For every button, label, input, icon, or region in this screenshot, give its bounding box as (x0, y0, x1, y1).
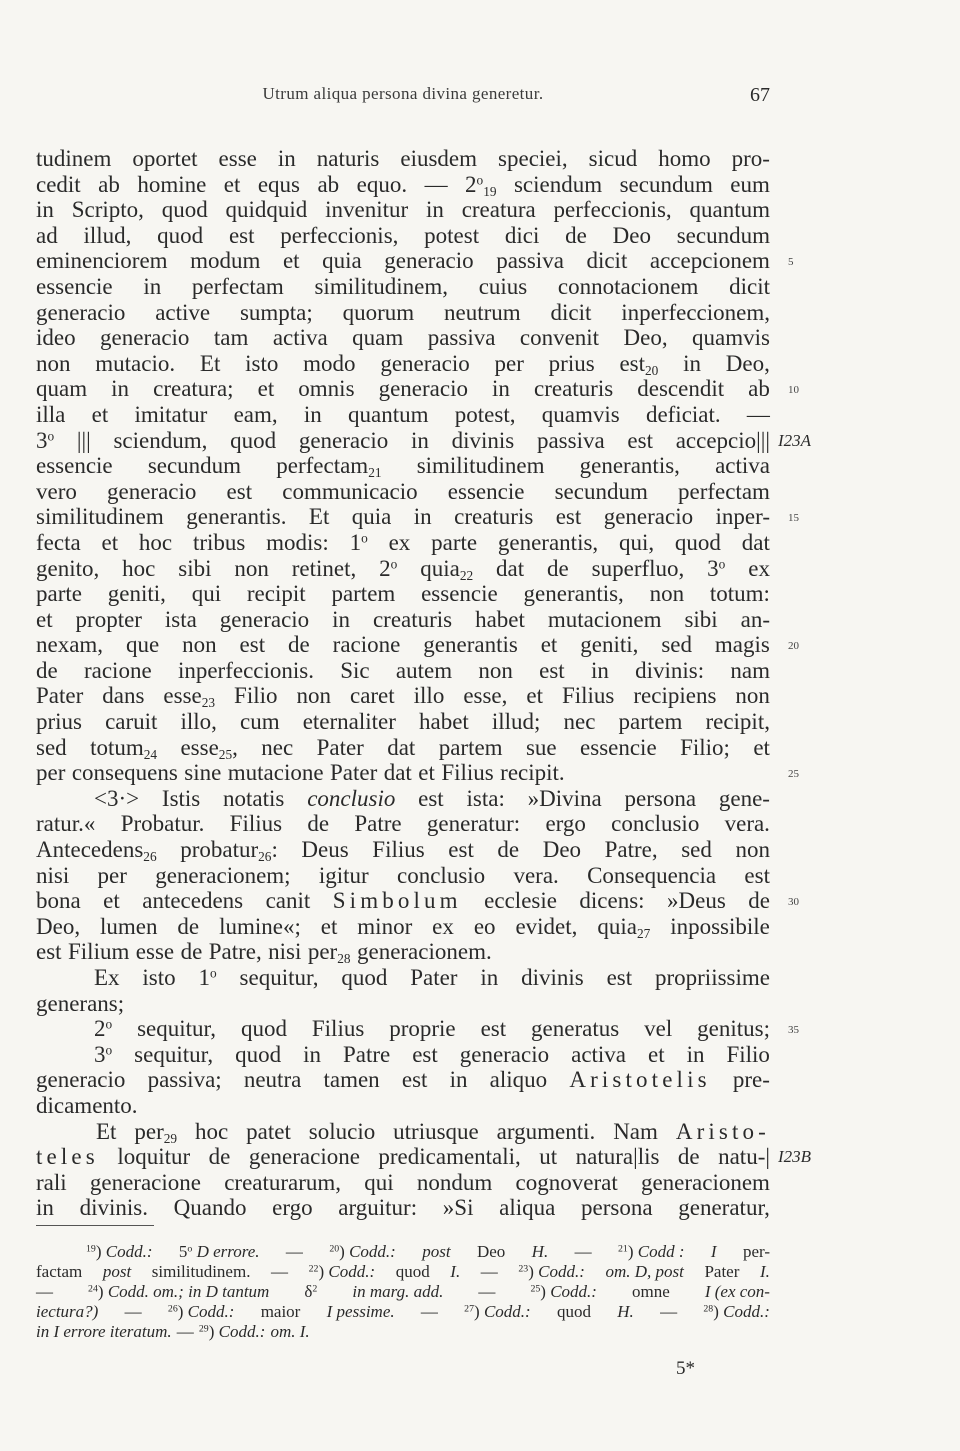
main-text (36, 146, 812, 1221)
text-line: Pater dans esse$_{23}$ Filio non caret illo esse, et Filius recipiens non (36, 683, 770, 711)
text-line: cedit ab homine et equs ab equo. — $2^o_{19}$ sciendum secundum eum (36, 171, 770, 199)
text-line: illa et imitatur eam, in quantum potest, quamvis deficiat. — (36, 401, 770, 427)
line-number: 15 (788, 512, 799, 525)
text-line: eminenciorem modum et quia generacio passiva dicit accepcionem 5 (36, 248, 770, 274)
text-line: <3·> Istis notatis conclusio est ista: »Divina persona gene- (94, 785, 770, 811)
text-line: de racione inperfeccionis. Sic autem non est in divinis: nam (36, 657, 770, 683)
text-line: nisi per generacionem; igitur conclusio vera. Consequencia est (36, 862, 770, 888)
footnote-line: in I errore iteratum. — $^{29}$) Codd.: om. I. (36, 1322, 310, 1341)
text-line: generacio passiva; neutra tamen est in aliquo Aristotelis pre- (36, 1067, 770, 1093)
text-line: et propter ista generacio in creaturis habet mutacionem sibi an- (36, 606, 770, 632)
text-line: vero generacio est communicacio essencie secundum perfectam (36, 478, 770, 504)
text-line: ad illud, quod est perfeccionis, potest dici de Deo secundum (36, 222, 770, 248)
text-line: generans; (36, 990, 125, 1016)
text-line: Antecedens$_{26}$ probatur$_{26}$: Deus Filius est de Deo Patre, sed non (36, 837, 770, 865)
text-line: teles loquitur de generacione predicamentali, ut natura|lis de natu-| I23B (36, 1144, 812, 1170)
line-number: 20 (788, 640, 799, 653)
text-line: parte geniti, qui recipit partem essencie generantis, non totum: (36, 581, 770, 607)
footnote-line: iectura?) — $^{26}$) Codd.: maior I pessime. — $^{27}$) Codd.: quod H. — $^{28}$) Codd.: (36, 1302, 770, 1321)
running-title: Utrum aliqua persona divina generetur. (262, 84, 544, 103)
text-line: prius caruit illo, cum eternaliter habet illud; nec partem recipit, (36, 709, 770, 735)
footnote-line: — $^{24}$) Codd. om.; in D tantum $\delta^2$ in marg. add. — $^{25}$) Codd.: omne I (ex con- (36, 1282, 770, 1301)
text-line: ideo generacio tam activa quam passiva convenit Deo, quamvis (36, 325, 770, 351)
text-line: 3$^o$ ||| sciendum, quod generacio in divinis passiva est accepcio||| I23A (36, 427, 812, 453)
text-line: fecta et hoc tribus modis: 1$^o$ ex parte generantis, qui, quod dat (36, 529, 770, 555)
line-number: 30 (788, 896, 799, 909)
line-number: 25 (788, 768, 799, 781)
text-line: non mutacio. Et isto modo generacio per prius est$_{20}$ in Deo, (36, 350, 770, 378)
text-line: est Filium esse de Patre, nisi per$_{28}$ generacionem. (36, 939, 492, 967)
text-line: essencie secundum perfectam$_{21}$ similitudinem generantis, activa (36, 453, 770, 481)
text-line: rali generacione creaturarum, qui nondum cognoverat generacionem (36, 1169, 770, 1195)
text-line: in divinis. Quando ergo arguitur: »Si aliqua persona generatur, (36, 1195, 770, 1221)
text-line: in Scripto, quod quidquid invenitur in creatura perfeccionis, quantum (36, 197, 770, 223)
text-line: nexam, que non est de racione generantis et geniti, sed magis 20 (36, 632, 770, 658)
footnote-line: factam post similitudinem. — $^{22}$) Codd.: quod I. — $^{23}$) Codd.: om. D, post Pater I. (36, 1262, 770, 1281)
text-line: similitudinem generantis. Et quia in creaturis est generacio inper- 15 (36, 504, 770, 530)
text-line: per consequens sine mutacione Pater dat et Filius recipit. 25 (36, 760, 770, 786)
line-number: 10 (788, 384, 799, 397)
text-line: tudinem oportet esse in naturis eiusdem speciei, sicud homo pro- (36, 146, 770, 171)
text-line: Ex isto 1$^o$ sequitur, quod Pater in divinis est propriissime (94, 965, 770, 990)
text-line: 2$^o$ sequitur, quod Filius proprie est generatus vel genitus; 35 (36, 1016, 770, 1042)
text-line: dicamento. (36, 1092, 138, 1118)
line-number: 35 (788, 1024, 799, 1037)
text-line: essencie in perfectam similitudinem, cuius connotacionem dicit (36, 273, 770, 299)
signature-mark: 5* (676, 1358, 695, 1379)
text-line: quam in creatura; et omnis generacio in creaturis descendit ab 10 (36, 376, 770, 402)
text-line: genito, hoc sibi non retinet, 2$^o$ quia$_{22}$ dat de superfluo, 3$^o$ ex (36, 555, 770, 583)
text-line: Et per$_{29}$ hoc patet solucio utriusque argumenti. Nam Aristo- (96, 1118, 770, 1146)
line-number: 5 (788, 256, 794, 269)
folio-marker: I23B (778, 1147, 812, 1167)
footnote-line: $^{19}$) Codd.: 5$^o$ D errore. — $^{20}$) Codd.: post Deo H. — $^{21}$) Codd : I per- (86, 1242, 770, 1261)
footnote-divider (36, 1225, 154, 1226)
page-number: 67 (750, 84, 770, 106)
text-line: Deo, lumen de lumine«; et minor ex eo evidet, quia$_{27}$ inpossibile (36, 913, 770, 941)
text-line: sed totum$_{24}$ esse$_{25}$, nec Pater dat partem sue essencie Filio; et (36, 734, 770, 762)
text-line: generacio active sumpta; quorum neutrum dicit inperfeccionem, (36, 299, 770, 325)
text-line: ratur.« Probatur. Filius de Patre generatur: ergo conclusio vera. (36, 811, 770, 837)
page-header (36, 84, 770, 110)
text-line: 3$^o$ sequitur, quod in Patre est generacio activa et in Filio (94, 1041, 770, 1067)
folio-marker: I23A (778, 430, 812, 450)
text-line: bona et antecedens canit Simbolum ecclesie dicens: »Deus de 30 (36, 888, 770, 914)
footnotes (36, 1242, 770, 1342)
